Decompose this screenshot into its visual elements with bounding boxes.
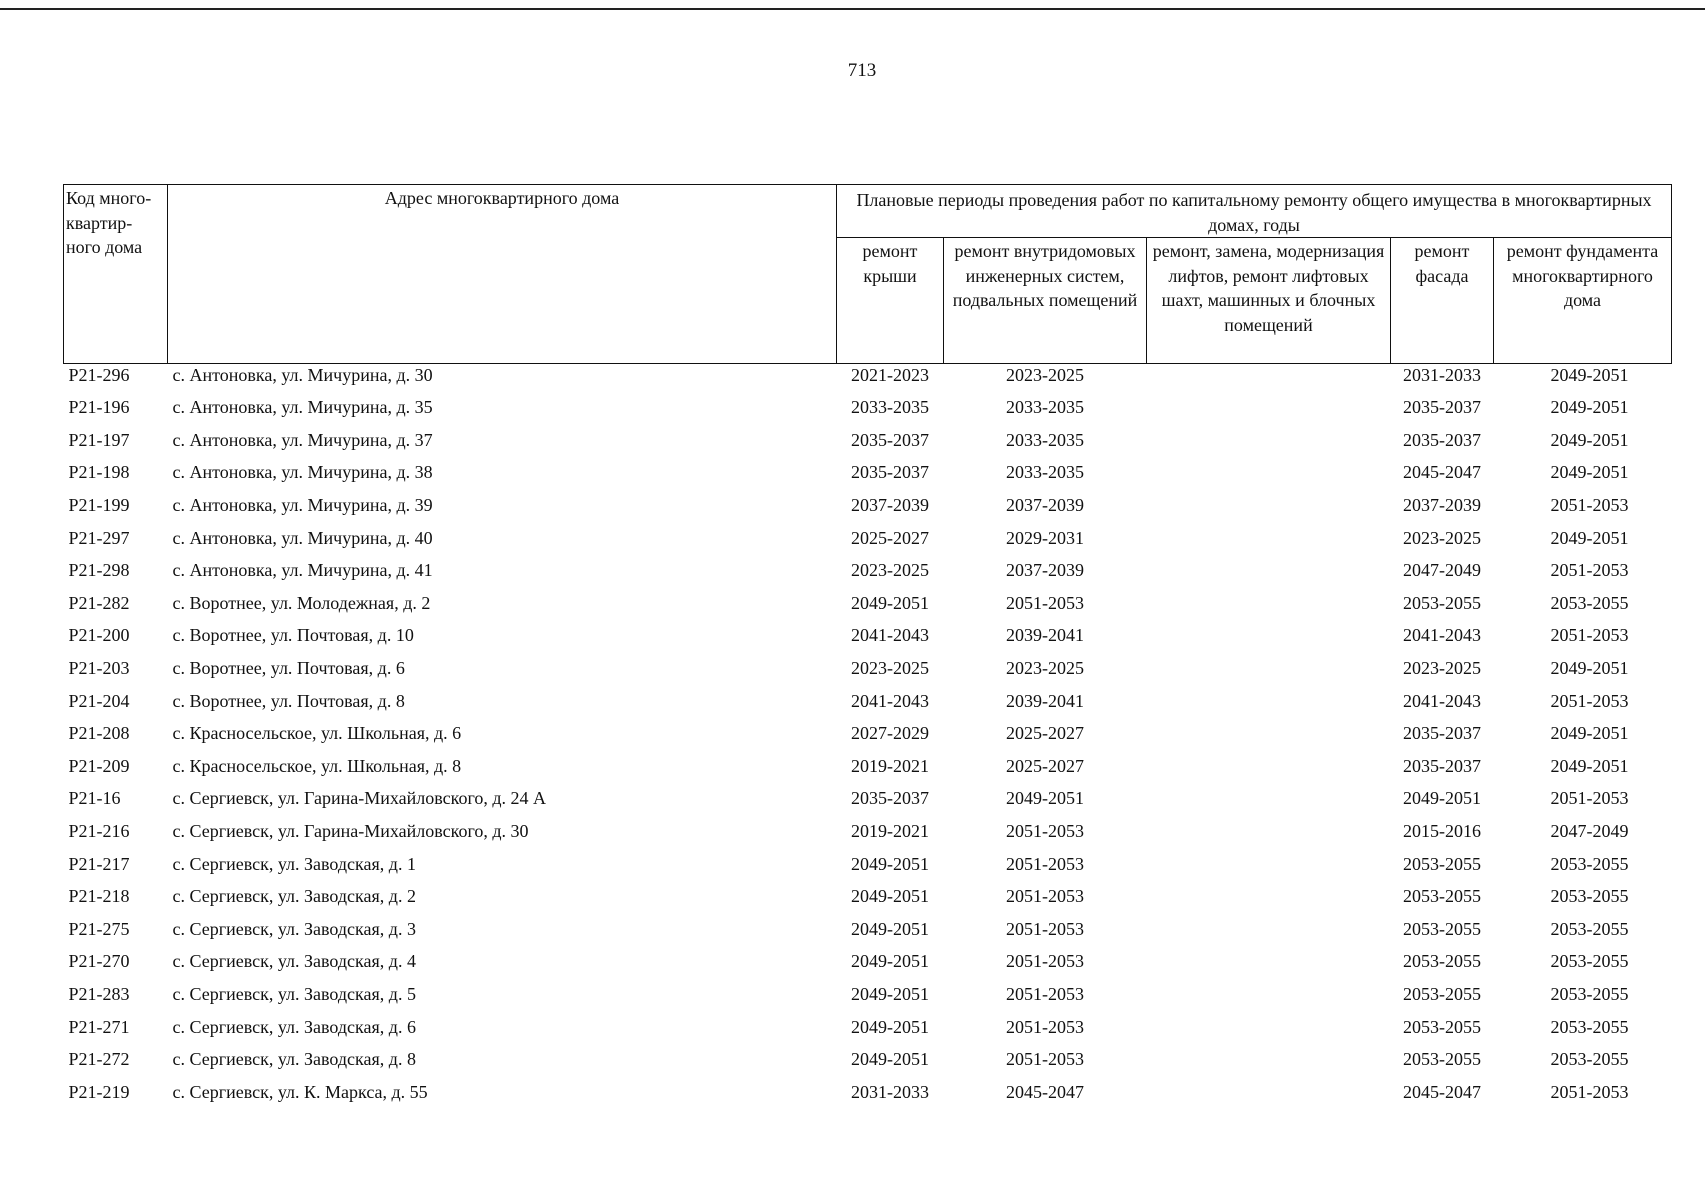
table-row — [64, 1043, 1672, 1076]
cell-facade: 2053-2055 — [1403, 886, 1481, 907]
table-body — [64, 364, 1672, 1109]
cell-foundation: 2051-2053 — [1550, 1081, 1629, 1102]
cell-facade: 2053-2055 — [1403, 592, 1481, 613]
cell-engineering: 2051-2053 — [1006, 1016, 1084, 1037]
cell-address: с. Сергиевск, ул. Заводская, д. 6 — [172, 1016, 416, 1037]
cell-code: Р21-209 — [68, 755, 130, 776]
cell-engineering: 2051-2053 — [1006, 853, 1084, 874]
cell-engineering: 2029-2031 — [1006, 527, 1084, 548]
cell-roof: 2041-2043 — [851, 625, 929, 646]
cell-engineering: 2049-2051 — [1006, 788, 1084, 809]
cell-elevators — [1147, 554, 1391, 587]
cell-engineering: 2051-2053 — [1006, 592, 1084, 613]
cell-roof: 2023-2025 — [851, 658, 929, 679]
cell-facade: 2053-2055 — [1403, 1049, 1481, 1070]
capital-repair-table — [63, 184, 1672, 1108]
header-roof: ремонт крыши — [837, 238, 944, 364]
cell-address: с. Красносельское, ул. Школьная, д. 6 — [172, 723, 462, 744]
cell-address: с. Сергиевск, ул. Заводская, д. 5 — [172, 983, 416, 1004]
cell-facade: 2053-2055 — [1403, 853, 1481, 874]
cell-address: с. Антоновка, ул. Мичурина, д. 30 — [172, 365, 433, 385]
table-row — [64, 913, 1672, 946]
cell-roof: 2027-2029 — [851, 723, 929, 744]
cell-elevators — [1147, 521, 1391, 554]
cell-code: Р21-197 — [68, 429, 130, 450]
cell-engineering: 2033-2035 — [1006, 462, 1084, 483]
top-rule — [0, 8, 1705, 10]
table-row — [64, 364, 1672, 392]
cell-address: с. Сергиевск, ул. Заводская, д. 8 — [172, 1049, 416, 1070]
cell-address: с. Антоновка, ул. Мичурина, д. 39 — [172, 495, 433, 516]
table-header — [64, 185, 1672, 364]
cell-facade: 2053-2055 — [1403, 951, 1481, 972]
header-facade: ремонт фасада — [1391, 238, 1494, 364]
cell-code: Р21-200 — [68, 625, 130, 646]
table-row — [64, 652, 1672, 685]
cell-elevators — [1147, 684, 1391, 717]
cell-elevators — [1147, 1075, 1391, 1108]
cell-engineering: 2023-2025 — [1006, 658, 1084, 679]
cell-foundation: 2051-2053 — [1550, 690, 1629, 711]
cell-facade: 2035-2037 — [1403, 397, 1481, 418]
cell-foundation: 2053-2055 — [1550, 983, 1629, 1004]
cell-code: Р21-219 — [68, 1081, 130, 1102]
cell-foundation: 2049-2051 — [1550, 429, 1629, 450]
table-row — [64, 684, 1672, 717]
cell-roof: 2049-2051 — [851, 886, 929, 907]
cell-code: Р21-204 — [68, 690, 130, 711]
table-row — [64, 424, 1672, 457]
cell-roof: 2049-2051 — [851, 951, 929, 972]
cell-roof: 2037-2039 — [851, 495, 929, 516]
cell-facade: 2035-2037 — [1403, 429, 1481, 450]
cell-address: с. Антоновка, ул. Мичурина, д. 41 — [172, 560, 433, 581]
cell-facade: 2053-2055 — [1403, 1016, 1481, 1037]
cell-roof: 2019-2021 — [851, 821, 929, 842]
cell-roof: 2035-2037 — [851, 462, 929, 483]
cell-address: с. Антоновка, ул. Мичурина, д. 38 — [172, 462, 433, 483]
table-row — [64, 489, 1672, 522]
header-engineering: ремонт внутридомовых инженерных систем, подвальных помещений — [944, 238, 1147, 364]
table-row — [64, 945, 1672, 978]
cell-address: с. Антоновка, ул. Мичурина, д. 35 — [172, 397, 433, 418]
table-row — [64, 521, 1672, 554]
cell-foundation: 2053-2055 — [1550, 951, 1629, 972]
table-row — [64, 554, 1672, 587]
cell-code: Р21-271 — [68, 1016, 130, 1037]
cell-address: с. Сергиевск, ул. Гарина-Михайловского, д. 30 — [172, 821, 529, 842]
cell-roof: 2049-2051 — [851, 1049, 929, 1070]
cell-address: с. Антоновка, ул. Мичурина, д. 37 — [172, 429, 433, 450]
cell-engineering: 2051-2053 — [1006, 821, 1084, 842]
table-row — [64, 1075, 1672, 1108]
cell-facade: 2035-2037 — [1403, 723, 1481, 744]
cell-elevators — [1147, 945, 1391, 978]
cell-address: с. Сергиевск, ул. Заводская, д. 3 — [172, 918, 416, 939]
cell-code: Р21-198 — [68, 462, 130, 483]
cell-engineering: 2045-2047 — [1006, 1081, 1084, 1102]
cell-address: с. Сергиевск, ул. Заводская, д. 2 — [172, 886, 416, 907]
cell-foundation: 2053-2055 — [1550, 853, 1629, 874]
table-row — [64, 815, 1672, 848]
cell-engineering: 2039-2041 — [1006, 690, 1084, 711]
cell-address: с. Сергиевск, ул. Заводская, д. 1 — [172, 853, 416, 874]
cell-elevators — [1147, 456, 1391, 489]
table-row — [64, 391, 1672, 424]
cell-elevators — [1147, 391, 1391, 424]
cell-roof: 2049-2051 — [851, 918, 929, 939]
cell-code: Р21-16 — [68, 788, 121, 809]
cell-code: Р21-272 — [68, 1049, 130, 1070]
cell-engineering: 2033-2035 — [1006, 429, 1084, 450]
cell-code: Р21-196 — [68, 397, 130, 418]
cell-engineering: 2051-2053 — [1006, 951, 1084, 972]
cell-code: Р21-297 — [68, 527, 130, 548]
cell-elevators — [1147, 750, 1391, 783]
cell-elevators — [1147, 619, 1391, 652]
cell-foundation: 2053-2055 — [1550, 1049, 1629, 1070]
cell-foundation: 2049-2051 — [1550, 397, 1629, 418]
cell-elevators — [1147, 847, 1391, 880]
cell-engineering: 2051-2053 — [1006, 918, 1084, 939]
cell-address: с. Воротнее, ул. Молодежная, д. 2 — [172, 592, 431, 613]
cell-roof: 2049-2051 — [851, 853, 929, 874]
cell-address: с. Красносельское, ул. Школьная, д. 8 — [172, 755, 462, 776]
header-elevators: ремонт, замена, модернизация лифтов, ремонт лифтовых шахт, машинных и блочных помещений — [1147, 238, 1391, 364]
page-number: 713 — [847, 60, 877, 81]
header-address: Адрес многоквартирного дома — [168, 185, 837, 364]
cell-elevators — [1147, 1010, 1391, 1043]
cell-facade: 2045-2047 — [1403, 462, 1481, 483]
cell-code: Р21-282 — [68, 592, 130, 613]
cell-code: Р21-296 — [68, 365, 130, 385]
cell-facade: 2015-2016 — [1403, 821, 1481, 842]
cell-elevators — [1147, 815, 1391, 848]
cell-address: с. Сергиевск, ул. Гарина-Михайловского, д. 24 А — [172, 788, 547, 809]
cell-roof: 2049-2051 — [851, 592, 929, 613]
cell-address: с. Сергиевск, ул. К. Маркса, д. 55 — [172, 1081, 428, 1102]
cell-foundation: 2049-2051 — [1550, 658, 1629, 679]
cell-roof: 2041-2043 — [851, 690, 929, 711]
cell-engineering: 2051-2053 — [1006, 886, 1084, 907]
cell-facade: 2049-2051 — [1403, 788, 1481, 809]
cell-engineering: 2037-2039 — [1006, 560, 1084, 581]
table-row — [64, 587, 1672, 620]
cell-foundation: 2047-2049 — [1550, 821, 1629, 842]
table-row — [64, 847, 1672, 880]
cell-foundation: 2049-2051 — [1550, 365, 1629, 385]
cell-facade: 2035-2037 — [1403, 755, 1481, 776]
cell-elevators — [1147, 1043, 1391, 1076]
header-row-top — [64, 185, 1672, 238]
cell-elevators — [1147, 880, 1391, 913]
cell-facade: 2041-2043 — [1403, 690, 1481, 711]
cell-elevators — [1147, 913, 1391, 946]
cell-engineering: 2025-2027 — [1006, 723, 1084, 744]
header-code: Код много-квартир-ного дома — [64, 185, 168, 364]
cell-facade: 2047-2049 — [1403, 560, 1481, 581]
cell-engineering: 2023-2025 — [1006, 365, 1084, 385]
cell-roof: 2035-2037 — [851, 788, 929, 809]
table-row — [64, 717, 1672, 750]
cell-engineering: 2025-2027 — [1006, 755, 1084, 776]
cell-code: Р21-203 — [68, 658, 130, 679]
cell-code: Р21-217 — [68, 853, 130, 874]
cell-elevators — [1147, 489, 1391, 522]
cell-elevators — [1147, 364, 1391, 392]
cell-roof: 2031-2033 — [851, 1081, 929, 1102]
cell-code: Р21-208 — [68, 723, 130, 744]
table-row — [64, 619, 1672, 652]
cell-foundation: 2053-2055 — [1550, 886, 1629, 907]
table-row — [64, 880, 1672, 913]
table-row — [64, 978, 1672, 1011]
cell-foundation: 2053-2055 — [1550, 1016, 1629, 1037]
cell-facade: 2041-2043 — [1403, 625, 1481, 646]
cell-code: Р21-216 — [68, 821, 130, 842]
cell-foundation: 2051-2053 — [1550, 788, 1629, 809]
cell-foundation: 2051-2053 — [1550, 560, 1629, 581]
cell-roof: 2025-2027 — [851, 527, 929, 548]
cell-roof: 2033-2035 — [851, 397, 929, 418]
cell-foundation: 2049-2051 — [1550, 755, 1629, 776]
table-row — [64, 782, 1672, 815]
cell-roof: 2035-2037 — [851, 429, 929, 450]
cell-code: Р21-218 — [68, 886, 130, 907]
cell-code: Р21-199 — [68, 495, 130, 516]
cell-elevators — [1147, 978, 1391, 1011]
cell-foundation: 2049-2051 — [1550, 527, 1629, 548]
table-row — [64, 1010, 1672, 1043]
cell-address: с. Воротнее, ул. Почтовая, д. 6 — [172, 658, 405, 679]
cell-foundation: 2053-2055 — [1550, 592, 1629, 613]
cell-engineering: 2051-2053 — [1006, 983, 1084, 1004]
cell-facade: 2053-2055 — [1403, 918, 1481, 939]
cell-engineering: 2051-2053 — [1006, 1049, 1084, 1070]
cell-code: Р21-275 — [68, 918, 130, 939]
cell-foundation: 2049-2051 — [1550, 462, 1629, 483]
cell-address: с. Воротнее, ул. Почтовая, д. 10 — [172, 625, 414, 646]
cell-engineering: 2033-2035 — [1006, 397, 1084, 418]
cell-roof: 2049-2051 — [851, 983, 929, 1004]
cell-elevators — [1147, 652, 1391, 685]
cell-facade: 2053-2055 — [1403, 983, 1481, 1004]
cell-elevators — [1147, 587, 1391, 620]
cell-address: с. Воротнее, ул. Почтовая, д. 8 — [172, 690, 405, 711]
cell-foundation: 2051-2053 — [1550, 625, 1629, 646]
cell-facade: 2023-2025 — [1403, 658, 1481, 679]
cell-roof: 2021-2023 — [851, 365, 929, 385]
cell-code: Р21-270 — [68, 951, 130, 972]
cell-roof: 2049-2051 — [851, 1016, 929, 1037]
cell-code: Р21-283 — [68, 983, 130, 1004]
cell-facade: 2031-2033 — [1403, 365, 1481, 385]
table-row — [64, 456, 1672, 489]
cell-facade: 2023-2025 — [1403, 527, 1481, 548]
cell-code: Р21-298 — [68, 560, 130, 581]
cell-address: с. Антоновка, ул. Мичурина, д. 40 — [172, 527, 433, 548]
cell-elevators — [1147, 782, 1391, 815]
cell-elevators — [1147, 424, 1391, 457]
header-foundation: ремонт фундамента многоквартирного дома — [1494, 238, 1672, 364]
header-planned-periods: Плановые периоды проведения работ по капитальному ремонту общего имущества в многоквартирных домах, годы — [837, 185, 1672, 238]
cell-roof: 2023-2025 — [851, 560, 929, 581]
cell-address: с. Сергиевск, ул. Заводская, д. 4 — [172, 951, 416, 972]
cell-foundation: 2053-2055 — [1550, 918, 1629, 939]
table-row — [64, 750, 1672, 783]
cell-roof: 2019-2021 — [851, 755, 929, 776]
cell-engineering: 2039-2041 — [1006, 625, 1084, 646]
cell-elevators — [1147, 717, 1391, 750]
cell-facade: 2045-2047 — [1403, 1081, 1481, 1102]
cell-foundation: 2051-2053 — [1550, 495, 1629, 516]
cell-foundation: 2049-2051 — [1550, 723, 1629, 744]
cell-engineering: 2037-2039 — [1006, 495, 1084, 516]
cell-facade: 2037-2039 — [1403, 495, 1481, 516]
